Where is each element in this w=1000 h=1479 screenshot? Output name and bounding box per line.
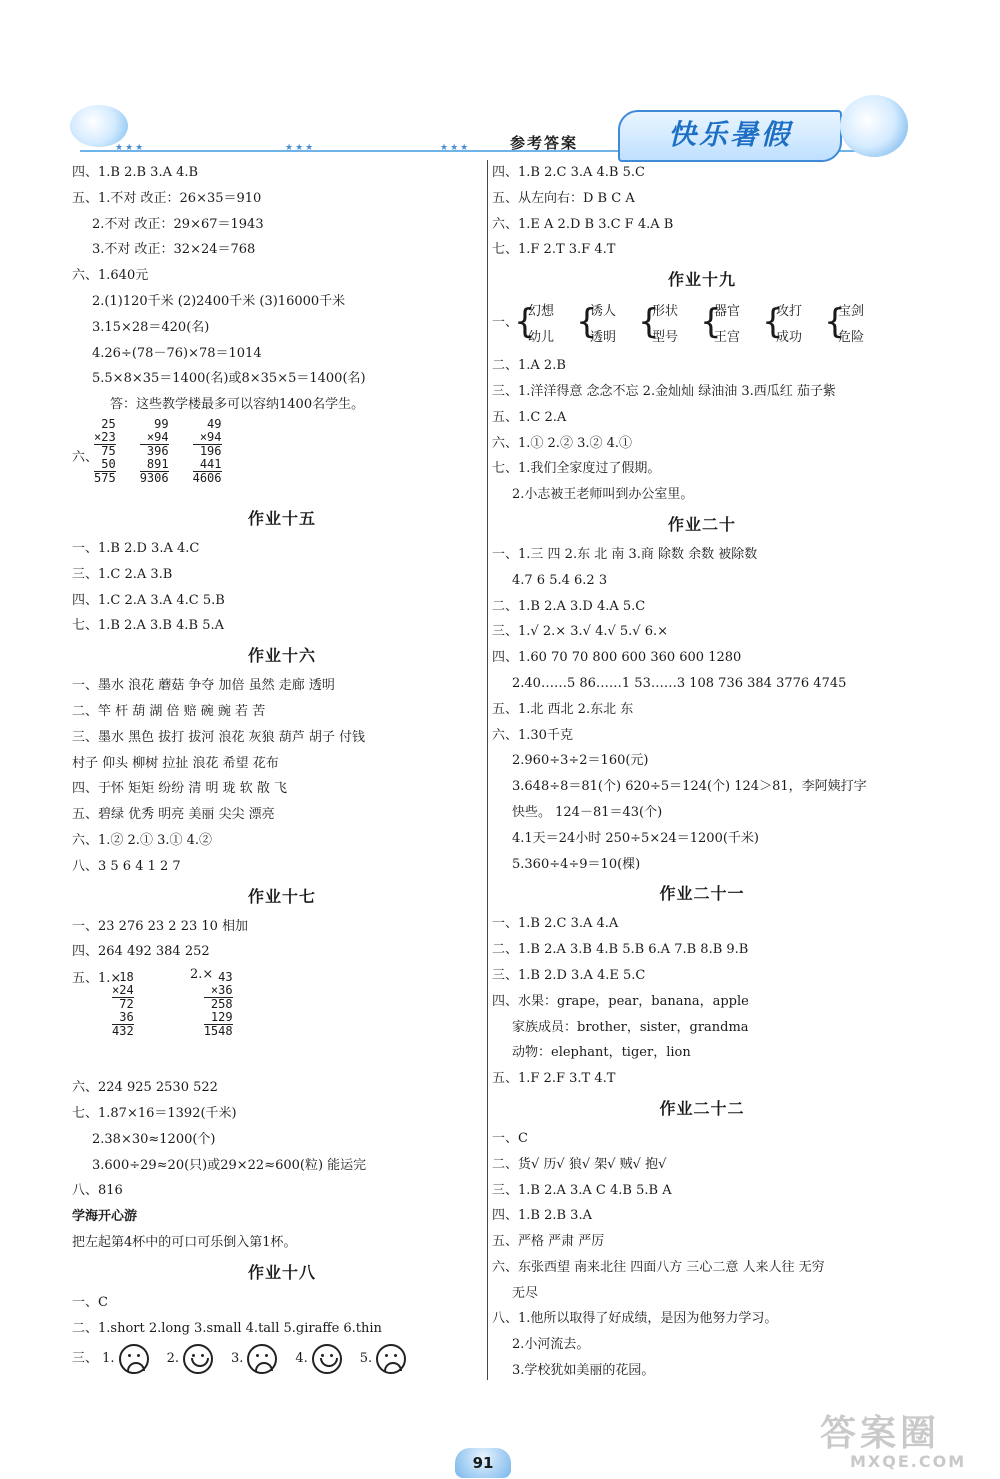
answer-line: 二、货√ 历√ 狼√ 架√ 贼√ 抱√: [492, 1156, 667, 1172]
word-pair: [590, 299, 616, 351]
calc-label: 五、1.×: [72, 971, 122, 987]
header-title: 参考答案: [510, 134, 579, 152]
answer-line: 学海开心游: [72, 1209, 138, 1225]
face-number: 3.: [230, 1351, 244, 1367]
partial-product: 72: [119, 997, 134, 1012]
left-top-answers: [72, 160, 492, 418]
mouth-icon: [191, 1358, 209, 1367]
pair-word-top: 诱人: [590, 304, 617, 320]
pairs-label: 一、: [492, 315, 519, 331]
answer-line: 3.不对 改正：32×24＝768: [92, 242, 256, 258]
vertical-multiplication: [112, 971, 134, 1038]
pair-word-top: 形状: [652, 304, 679, 320]
section-title: 作业二十二: [659, 1098, 745, 1118]
answer-line: 2.960÷3÷2＝160(元): [512, 753, 649, 769]
vertical-multiplication: [94, 418, 116, 485]
answer-line: 3.648÷8＝81(个) 620÷5＝124(个) 124＞81，李阿姨打字: [512, 779, 867, 795]
answer-line: 动物：elephant，tiger，lion: [512, 1045, 691, 1061]
answer-line: 四、1.B 2.C 3.A 4.B 5.C: [492, 165, 645, 180]
answer-line: 五、1.北 西北 2.东北 东: [492, 701, 634, 717]
word-pair: [838, 299, 864, 351]
pair-word-bottom: 型号: [652, 330, 679, 346]
answer-line: 一、1.B 2.D 3.A 4.C: [72, 540, 200, 556]
answer-line: 六、1.E A 2.D B 3.C F 4.A B: [492, 216, 674, 232]
answer-line: 六、1.① 2.② 3.② 4.①: [492, 435, 633, 451]
product: 4606: [192, 470, 222, 485]
pair-word-bottom: 危险: [838, 330, 865, 346]
partial-product: 129: [204, 1011, 233, 1025]
answer-line: 五、1.C 2.A: [492, 409, 567, 425]
brace-icon: {: [514, 302, 536, 343]
face-number: 1.: [102, 1351, 115, 1367]
answer-line: 四、于怀 矩矩 纷纷 清 明 珑 软 散 飞: [72, 781, 288, 797]
answer-line: 八、1.他所以取得了好成绩，是因为他努力学习。: [492, 1311, 778, 1327]
stars-icon: ★★★: [115, 143, 146, 153]
answer-line: 六、224 925 2530 522: [72, 1080, 218, 1096]
multiplier: ×36: [204, 984, 233, 998]
mascot-left-icon: [70, 105, 128, 147]
section-title: 作业十七: [247, 886, 316, 906]
multiplier: ×94: [140, 431, 169, 445]
operand: 43: [218, 970, 233, 985]
page-number: 91: [455, 1448, 511, 1478]
section-title: 作业二十: [667, 514, 736, 534]
answer-line: 七、1.B 2.A 3.B 4.B 5.A: [72, 618, 224, 634]
sad-face-icon: [376, 1344, 406, 1374]
pair-word-top: 器官: [714, 304, 741, 320]
vertical-multiplication: [204, 971, 233, 1038]
word-pair: [776, 299, 802, 351]
answer-line: 八、816: [72, 1183, 123, 1199]
pair-word-top: 宝剑: [838, 304, 865, 320]
partial-product: 891: [140, 458, 169, 472]
section-title: 作业十五: [247, 508, 316, 528]
answer-line: 三、1.√ 2.× 3.√ 4.√ 5.√ 6.×: [492, 624, 669, 640]
mouth-icon: [127, 1362, 145, 1371]
answer-line: 2.(1)120千米 (2)2400千米 (3)16000千米: [92, 293, 346, 309]
answer-line: 一、1.B 2.C 3.A 4.A: [492, 916, 619, 932]
face-number: 2.: [166, 1351, 179, 1367]
happy-face-icon: [183, 1344, 213, 1374]
calc-label: 六、: [72, 449, 99, 465]
answer-line: 一、23 276 23 2 23 10 相加: [72, 918, 249, 934]
answer-line: 三、1.B 2.D 3.A 4.E 5.C: [492, 967, 646, 983]
answer-line: 六、1.30千克: [492, 727, 573, 743]
product: 575: [94, 470, 116, 485]
answer-line: 2.38×30≈1200(个): [92, 1131, 216, 1147]
answer-line: 七、1.87×16＝1392(千米): [72, 1105, 237, 1121]
answer-line: 四、1.B 2.B 3.A 4.B: [72, 165, 199, 180]
section-title: 作业十八: [247, 1262, 316, 1282]
product: 1548: [203, 1024, 233, 1039]
operand: 49: [207, 416, 222, 431]
answer-line: 3.600÷29≈20(只)或29×22≈600(粒) 能运完: [92, 1157, 367, 1173]
mouth-icon: [320, 1358, 338, 1367]
watermark-sub: MXQE.COM: [850, 1452, 967, 1471]
multiplier: ×94: [193, 431, 222, 445]
answer-line: 七、1.我们全家度过了假期。: [492, 461, 661, 477]
pair-word-top: 幻想: [528, 304, 555, 320]
partial-product: 36: [112, 1011, 134, 1025]
answer-line: 3.15×28＝420(名): [92, 319, 210, 335]
answer-line: 二、1.A 2.B: [492, 358, 566, 374]
answer-line: 村子 仰头 柳树 拉扯 浪花 希望 花布: [72, 755, 279, 771]
answer-line: 四、264 492 384 252: [72, 944, 210, 960]
answer-line: 二、1.B 2.A 3.D 4.A 5.C: [492, 598, 646, 614]
answer-line: 家族成员：brother，sister，grandma: [512, 1019, 749, 1035]
section-title: 作业十六: [247, 646, 316, 666]
brace-icon: {: [638, 302, 660, 343]
partial-product: 50: [94, 458, 116, 472]
page-header: [60, 95, 950, 165]
answer-line: 一、1.三 四 2.东 北 南 3.商 除数 余数 被除数: [492, 546, 758, 562]
answer-line: 一、C: [492, 1130, 528, 1146]
answer-line: 4.7 6 5.4 6.2 3: [512, 572, 608, 588]
answer-line: 二、1.short 2.long 3.small 4.tall 5.giraffe 6.thin: [72, 1320, 382, 1336]
operand: 25: [101, 416, 116, 431]
mascot-right-icon: [840, 95, 908, 157]
answer-line: 八、3 5 6 4 1 2 7: [72, 858, 181, 874]
pair-word-bottom: 幼儿: [528, 330, 555, 346]
left-column: [72, 160, 492, 1377]
answer-line: 一、墨水 浪花 蘑菇 争夺 加倍 虽然 走廊 透明: [72, 678, 335, 694]
brace-icon: {: [762, 302, 784, 343]
answer-line: 2.小河流去。: [512, 1337, 590, 1353]
word-pairs: [492, 297, 912, 353]
answer-line: 三、墨水 黑色 拔打 拔河 浪花 灰狼 葫芦 胡子 付钱: [72, 729, 366, 745]
vertical-calculations: [72, 965, 492, 1075]
answer-line: 三、1.B 2.A 3.A C 4.B 5.B A: [492, 1182, 672, 1198]
section-title: 作业十九: [667, 270, 736, 290]
multiplier: ×24: [112, 983, 134, 998]
product: 432: [112, 1024, 134, 1039]
vertical-calculations: [72, 418, 492, 502]
pair-word-bottom: 王宫: [714, 330, 741, 346]
word-pair: [652, 299, 678, 351]
answer-line: 六、1.② 2.① 3.① 4.②: [72, 832, 213, 848]
partial-product: 441: [193, 458, 222, 472]
section-title: 作业二十一: [659, 884, 745, 904]
product: 9306: [139, 470, 169, 485]
stars-icon: ★★★: [440, 143, 471, 153]
brace-icon: {: [700, 302, 722, 343]
mouth-icon: [255, 1362, 273, 1371]
stars-icon: ★★★: [285, 143, 316, 153]
answer-line: 一、C: [72, 1294, 108, 1310]
vertical-multiplication: [140, 418, 169, 485]
word-pair: [714, 299, 740, 351]
brace-icon: {: [824, 302, 846, 343]
answer-line: 三、1.洋洋得意 念念不忘 2.金灿灿 绿油油 3.西瓜红 茄子紫: [492, 383, 836, 399]
answer-line: 四、水果：grape，pear，banana，apple: [492, 993, 749, 1009]
answer-line: 2.小志被王老师叫到办公室里。: [512, 487, 694, 503]
answer-line: 2.不对 改正：29×67＝1943: [92, 216, 264, 232]
answer-line: 四、1.B 2.B 3.A: [492, 1208, 592, 1224]
pair-word-top: 攻打: [776, 304, 803, 320]
answer-line: 无尽: [512, 1285, 539, 1301]
pair-word-bottom: 成功: [776, 330, 803, 346]
answer-line: 2.40……5 86……1 53……3 108 736 384 3776 4745: [512, 675, 847, 691]
answer-line: 五、1.不对 改正：26×35＝910: [72, 190, 262, 206]
answer-line: 七、1.F 2.T 3.F 4.T: [492, 242, 616, 258]
operand: 99: [154, 416, 169, 431]
watermark: [820, 1405, 990, 1475]
operand: 18: [119, 970, 134, 985]
multiplier: ×23: [94, 429, 116, 444]
partial-product: 258: [210, 997, 233, 1012]
faces-label: 三、: [72, 1351, 99, 1367]
answer-line: 二、1.B 2.A 3.B 4.B 5.B 6.A 7.B 8.B 9.B: [492, 942, 749, 958]
answer-line: 四、1.C 2.A 3.A 4.C 5.B: [72, 592, 225, 608]
brace-icon: {: [576, 302, 598, 343]
answer-line: 3.学校犹如美丽的花园。: [512, 1363, 655, 1379]
answer-line: 4.1天＝24小时 250÷5×24＝1200(千米): [512, 830, 759, 846]
answer-line: 五、从左向右：D B C A: [492, 190, 635, 206]
answer-line: 快些。 124－81＝43(个): [512, 804, 663, 820]
watermark-main: 答案圈: [820, 1413, 941, 1454]
answer-line: 5.360÷4÷9＝10(棵): [512, 856, 641, 872]
pair-word-bottom: 透明: [590, 330, 617, 346]
answer-line: 五、严格 严肃 严厉: [492, 1234, 605, 1250]
partial-product: 75: [101, 443, 116, 458]
answer-line: 六、东张西望 南来北往 四面八方 三心二意 人来人往 无穷: [492, 1259, 825, 1275]
answer-line: 六、1.640元: [72, 268, 149, 284]
vertical-multiplication: [193, 418, 222, 485]
sad-face-icon: [119, 1344, 149, 1374]
right-column: [492, 160, 912, 1384]
partial-product: 196: [199, 443, 222, 458]
answer-line: 二、竿 杆 葫 湖 倍 赔 碗 豌 若 苦: [72, 703, 266, 719]
logo-text: 快乐暑假: [667, 118, 792, 151]
face-number: 4.: [295, 1351, 308, 1367]
face-number: 5.: [359, 1351, 373, 1367]
word-pair: [528, 299, 554, 351]
mouth-icon: [384, 1362, 402, 1371]
faces-row: [72, 1341, 492, 1377]
partial-product: 396: [146, 443, 169, 458]
answer-line: 四、1.60 70 70 800 600 360 600 1280: [492, 650, 742, 666]
answer-line: 五、1.F 2.F 3.T 4.T: [492, 1071, 616, 1087]
happy-face-icon: [312, 1344, 342, 1374]
answer-line: 5.5×8×35＝1400(名)或8×35×5＝1400(名): [92, 371, 366, 387]
answer-line: 五、碧绿 优秀 明亮 美丽 尖尖 漂亮: [72, 807, 275, 823]
logo: [618, 110, 842, 162]
answer-line: 4.26÷(78－76)×78＝1014: [92, 345, 262, 361]
sad-face-icon: [247, 1344, 277, 1374]
answer-line: 三、1.C 2.A 3.B: [72, 566, 173, 582]
calc-label: 2.×: [190, 967, 214, 983]
answer-line: 把左起第4杯中的可口可乐倒入第1杯。: [72, 1234, 297, 1250]
answer-line: 答：这些教学楼最多可以容纳1400名学生。: [110, 397, 365, 413]
